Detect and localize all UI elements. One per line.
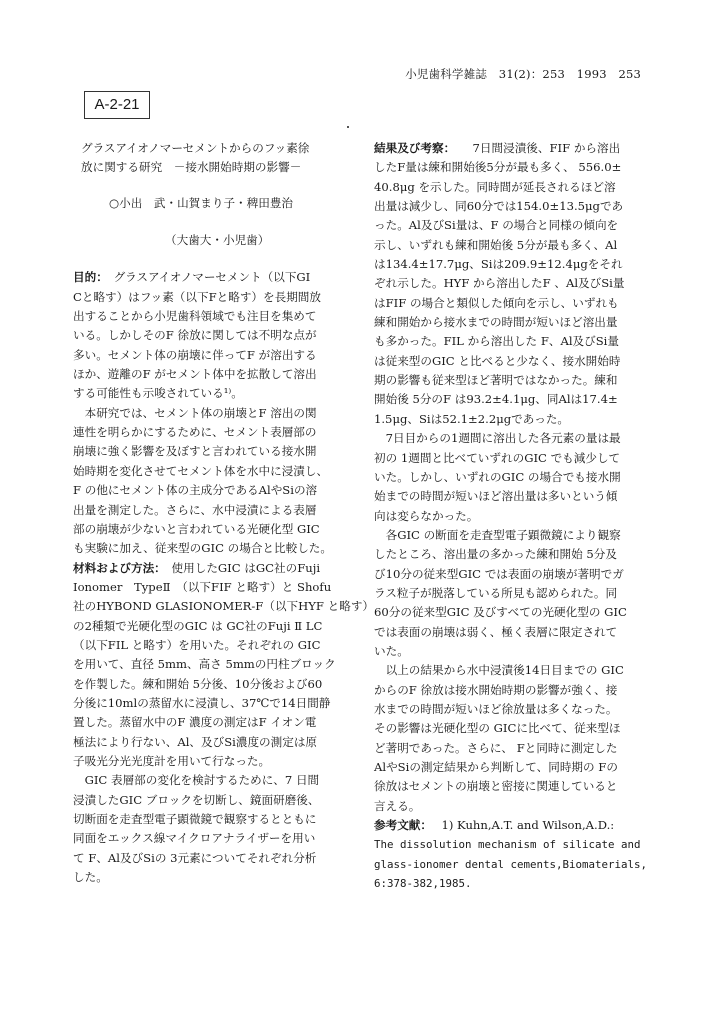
text-line: glass-ionomer dental cements,Biomaterials, bbox=[374, 857, 648, 871]
text-line: いた。しかし、いずれのGIC の場合でも接水開 bbox=[374, 469, 621, 484]
text-line: 各GIC の断面を走査型電子顕微鏡により観察 bbox=[374, 527, 621, 542]
text-line: した。 bbox=[73, 870, 108, 885]
text-line: Ionomer TypeⅡ （以下FIF と略す）と Shofu bbox=[73, 579, 332, 594]
text-line: Cと略す）はフッ素（以下Fと略す）を長期間放 bbox=[73, 289, 321, 304]
text-line: 始時期を変化させてセメント体を水中に浸漬し、 bbox=[73, 463, 329, 478]
text-line: 徐放はセメントの崩壊と密接に関連していると bbox=[374, 779, 618, 794]
section-heading: 目的： bbox=[73, 270, 102, 285]
text-line: いた。 bbox=[374, 643, 409, 658]
text-line: 分後に10mlの蒸留水に浸漬し、37℃で14日間静 bbox=[73, 695, 331, 710]
text-line: いる。しかしそのF 徐放に関しては不明な点が bbox=[73, 328, 317, 343]
text-line: 子吸光分光光度計を用いて行なった。 bbox=[73, 753, 271, 768]
text-line: 参考文献： 1) Kuhn,A.T. and Wilson,A.D.: bbox=[374, 818, 615, 833]
text-line: ぞれ示した。HYF から溶出したF 、Al及びSi量 bbox=[374, 276, 625, 291]
text-line: ラス粒子が脱落している所見も認められた。同 bbox=[374, 585, 618, 600]
text-line: 結果及び考察： 7日間浸漬後、FIF から溶出 bbox=[374, 141, 621, 155]
text-line: する可能性も示唆されている¹⁾。 bbox=[73, 386, 243, 401]
text-line: 連性を明らかにするために、セメント表層部の bbox=[73, 425, 317, 440]
text-line: 練和開始から接水までの時間が短いほど溶出量 bbox=[374, 315, 618, 330]
text-line: 同面をエックス線マイクロアナライザーを用い bbox=[73, 831, 316, 846]
section-heading: 結果及び考察： bbox=[374, 141, 450, 155]
left-column bbox=[73, 139, 375, 887]
text-line: を用いて、直径 5mm、高さ 5mmの円柱ブロック bbox=[73, 657, 336, 672]
text-line: 社のHYBOND GLASIONOMER-F（以下HYF と略す） bbox=[73, 599, 375, 614]
text-line: ど著明であった。さらに、 Fと同時に測定した bbox=[374, 740, 618, 755]
text-line: 置した。蒸留水中のF 濃度の測定はF イオン電 bbox=[73, 715, 317, 730]
text-line: したところ、溶出量の多かった練和開始 5分及 bbox=[374, 547, 617, 562]
text-line: 言える。 bbox=[374, 798, 421, 813]
text-line: 始までの時間が短いほど溶出量は多いという傾 bbox=[374, 489, 618, 504]
text-line: 初の 1週間と比べていずれのGIC でも減少して bbox=[374, 450, 621, 465]
text-line: 多い。セメント体の崩壊に伴ってF が溶出する bbox=[73, 347, 317, 362]
text-line: の2種類で光硬化型のGIC は GC社のFuji Ⅱ LC bbox=[73, 618, 323, 633]
text-line: からのF 徐放は接水開始時期の影響が強く、接 bbox=[374, 682, 618, 697]
text-line: 6:378-382,1985. bbox=[374, 877, 472, 891]
text-line: 材料および方法： 使用したGIC はGC社のFuji bbox=[73, 560, 321, 575]
text-line: 以上の結果から水中浸漬後14日目までの GIC bbox=[374, 663, 624, 678]
text-line: 1.5μg、Siは52.1±2.2μgであった。 bbox=[374, 411, 570, 426]
decorative-dot bbox=[347, 126, 349, 128]
text-line: 40.8μg を示した。同時間が延長されるほど溶 bbox=[374, 179, 616, 194]
section-heading: 参考文献： bbox=[374, 818, 427, 833]
abstract-id-box: A-2-21 bbox=[84, 91, 150, 119]
text-line: 浸漬したGIC ブロックを切断し、鏡面研磨後、 bbox=[73, 792, 320, 807]
text-line: その影響は光硬化型の GICに比べて、従来型ほ bbox=[374, 721, 621, 736]
text-line: った。Al及びSi量は、F の場合と同様の傾向を bbox=[374, 218, 619, 233]
text-line: 切断面を走査型電子顕微鏡で観察するとともに bbox=[73, 812, 317, 826]
text-line: も多かった。FIL から溶出した F、Al及びSi量 bbox=[374, 334, 619, 349]
text-line: 出量は減少し、同60分では154.0±13.5μgであ bbox=[374, 199, 624, 214]
text-line: 本研究では、セメント体の崩壊とF 溶出の関 bbox=[73, 405, 317, 420]
text-line: ○小出 武・山賀まり子・稗田豊治 bbox=[109, 195, 294, 210]
text-line: GIC 表層部の変化を検討するために、7 日間 bbox=[73, 773, 320, 788]
text-line: は従来型のGIC と比べると少なく、接水開始時 bbox=[374, 353, 621, 368]
text-line: したF量は練和開始後5分が最も多く、 556.0± bbox=[374, 160, 622, 175]
journal-header: 小児歯科学雑誌 31(2)：253 1993 253 bbox=[405, 67, 641, 81]
right-column bbox=[374, 139, 646, 893]
text-line: 示し、いずれも練和開始後 5分が最も多く、Al bbox=[374, 237, 618, 252]
text-line: 出することから小児歯科領域でも注目を集めて bbox=[73, 309, 317, 324]
text-line: The dissolution mechanism of silicate and bbox=[374, 838, 641, 852]
text-line: AlやSiの測定結果から判断して、同時期の Fの bbox=[374, 760, 618, 774]
text-line: 崩壊に強く影響を及ぼすと言われている接水開 bbox=[73, 444, 317, 459]
text-line: では表面の崩壊は弱く、極く表層に限定されて bbox=[374, 624, 618, 639]
text-line: （大歯大・小児歯） bbox=[165, 233, 270, 248]
text-line: 目的： グラスアイオノマーセメント（以下GI bbox=[73, 270, 311, 285]
text-line: は134.4±17.7μg、Siは209.9±12.4μgをそれ bbox=[374, 257, 623, 272]
text-line: も実験に加え、従来型のGIC の場合と比較した。 bbox=[73, 541, 332, 556]
section-heading: 材料および方法： bbox=[73, 560, 160, 575]
text-line: 部の崩壊が少ないと言われている光硬化型 GIC bbox=[73, 521, 320, 536]
text-line: を作製した。練和開始 5分後、10分後および60 bbox=[73, 676, 323, 691]
text-line: び10分の従来型GIC では表面の崩壊が著明でガ bbox=[374, 566, 624, 581]
text-line: ほか、遊離のF がセメント体中を拡散して溶出 bbox=[73, 367, 317, 382]
text-line: 水までの時間が短いほど徐放量は多くなった。 bbox=[374, 701, 618, 716]
text-line: 出量を測定した。さらに、水中浸漬による表層 bbox=[73, 502, 317, 517]
text-line: 60分の従来型GIC 及びすべての光硬化型の GIC bbox=[374, 605, 627, 620]
text-line: 期の影響も従来型ほど著明ではなかった。練和 bbox=[374, 373, 618, 388]
text-line: て F、Al及びSiの 3元素についてそれぞれ分析 bbox=[73, 850, 317, 865]
text-line: はFIF の場合と類似した傾向を示し、いずれも bbox=[374, 295, 619, 310]
text-line: 極法により行ない、Al、及びSi濃度の測定は原 bbox=[73, 734, 318, 749]
text-line: （以下FIL と略す）を用いた。それぞれの GIC bbox=[73, 637, 321, 652]
text-line: 開始後 5分のF は93.2±4.1μg、同Alは17.4± bbox=[374, 392, 618, 407]
text-line: 放に関する研究 －接水開始時期の影響－ bbox=[81, 160, 302, 175]
text-line: グラスアイオノマーセメントからのフッ素徐 bbox=[81, 141, 310, 155]
text-line: 向は変らなかった。 bbox=[374, 508, 479, 523]
text-line: 7日目からの1週間に溶出した各元素の量は最 bbox=[374, 431, 621, 446]
text-line: F の他にセメント体の主成分であるAlやSiの溶 bbox=[73, 483, 318, 498]
